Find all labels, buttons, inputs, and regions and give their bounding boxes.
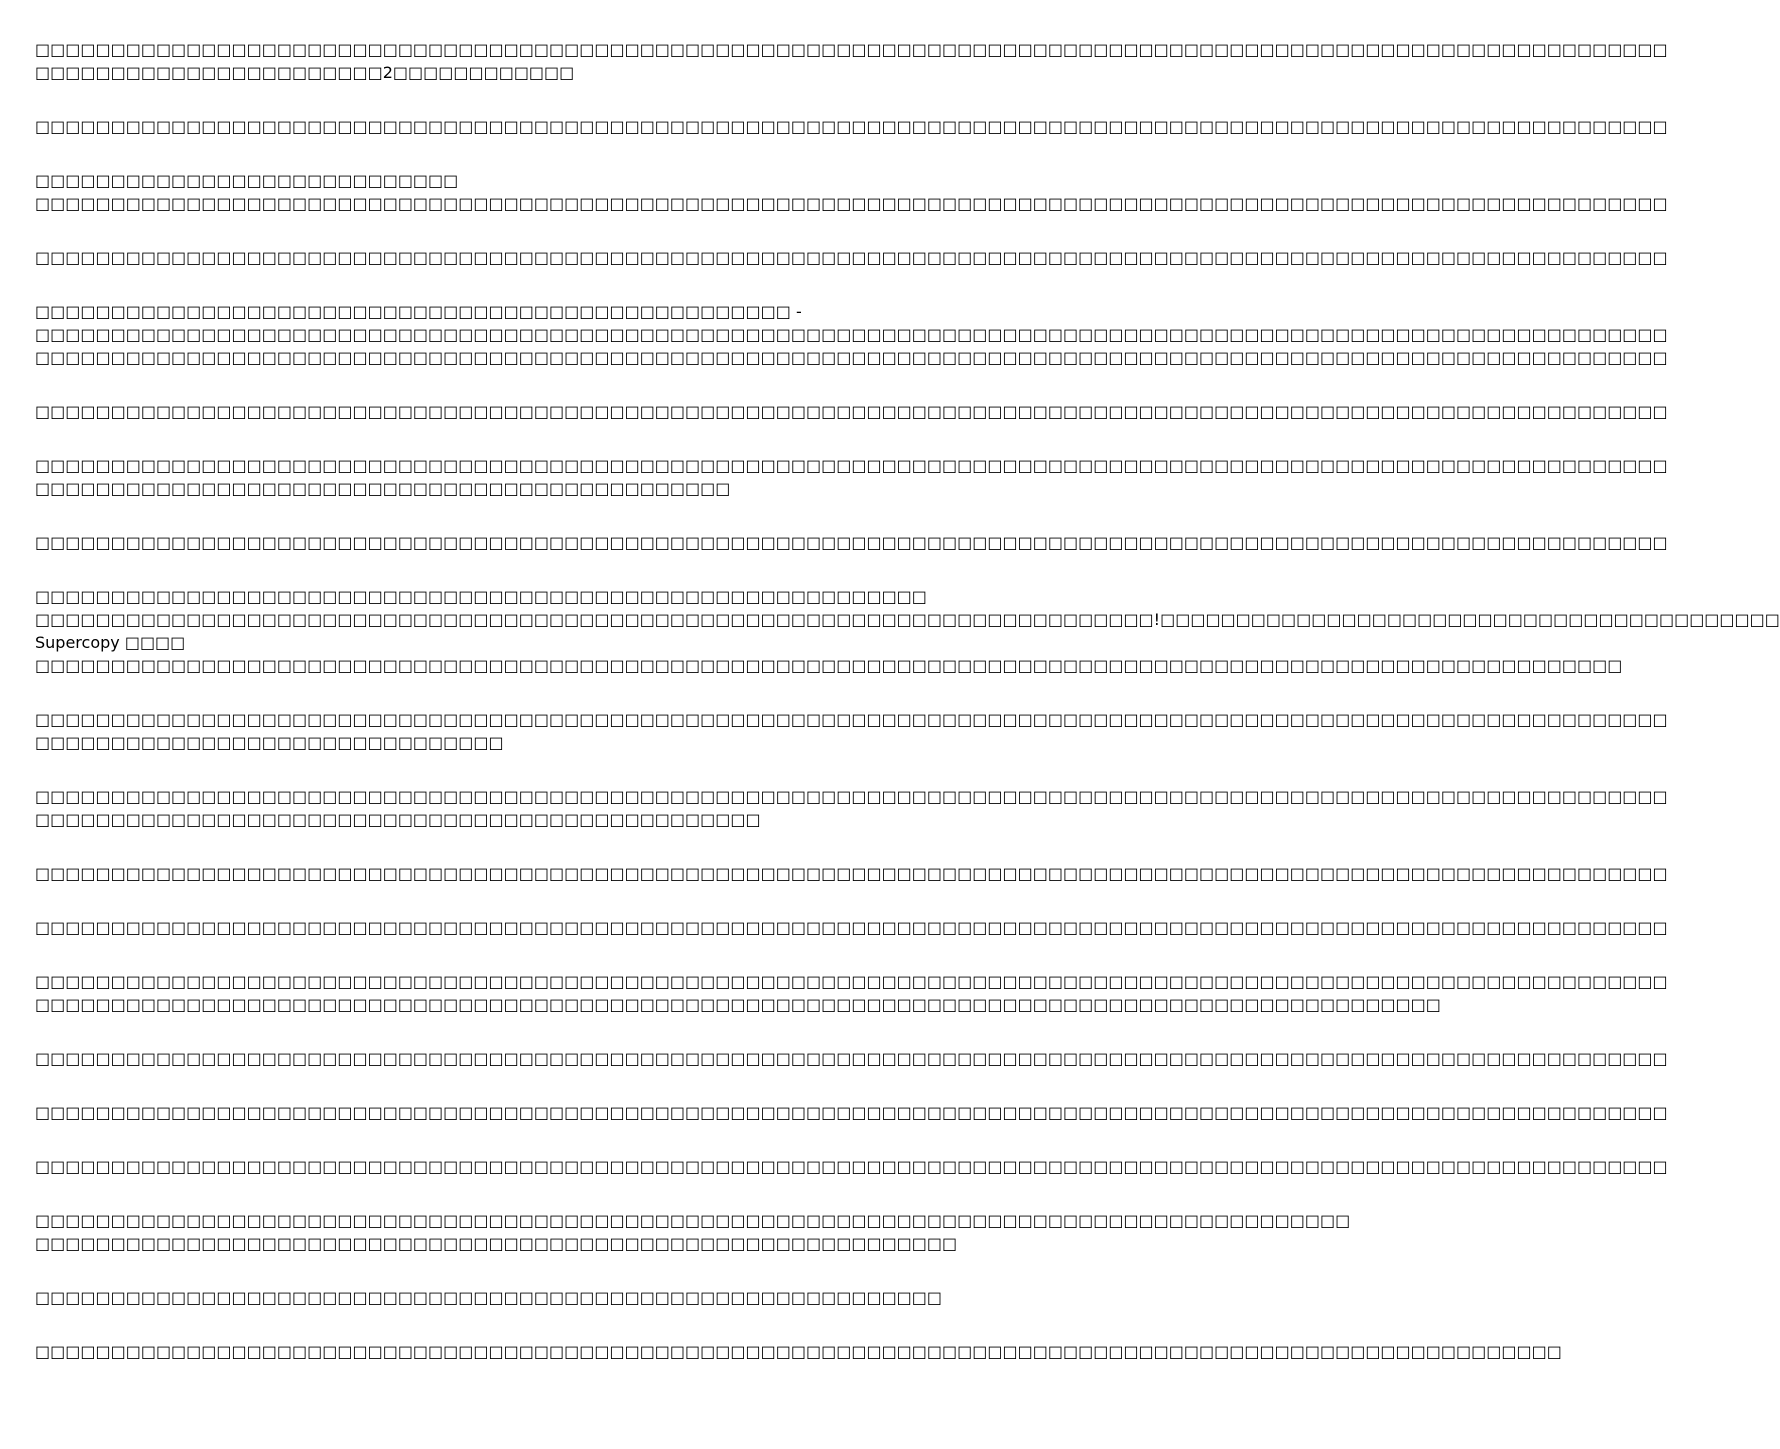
text-line: □□□□□□□□□□□□□□□□□□□□□□□□□□□□□□□□□□□□□□□□□□□□□□ [35,479,731,498]
text-line: Supercopy □□□□ [35,633,186,652]
text-line: □□□□□□□□□□□□□□□□□□□□□□□□□□□□□□□□□□□□□□□□□□□□□□□□□□□□□□□□□□□□□ [35,1234,958,1253]
text-line: □□□□□□□□□□□□□□□□□□□□□□□□□□□□□□□□□□□□□□□□□□□□□□□□□□□□□□□□□□□□□□□□□□□□□□□□□□□□□□□□□□□□□□□□□□□□□□□□□□□□□□□□□□□□ [35,864,1668,883]
text-line: □□□□□□□□□□□□□□□□□□□□□□□□□□□□□□□□□□□□□□□□□□□□□□□□□□□□□□□□□□□□□□□□□□□□□□□□□□□□□□□□□□□□□□□□□□□□□□□□□□□□□□□□□□□□ [35,248,1668,267]
text-line: □□□□□□□□□□□□□□□□□□□□□□□□□□□□□□□□□□□□□□□□□□□□□□□□□□□□□□□□□□□□□□□□□□□□□□□□□□□□□□□□□□□□□□□□□□□□□□□□□□□□□□□□□□□□ [35,194,1668,213]
text-line: □□□□□□□□□□□□□□□□□□□□□□□□□□□□□□□□□□□□□□□□□□□□□□□□□□□□□□□□□□□□□□□□□□□□□□□□□□!□□□□□□□□□□□□□□□□□□□□□□□□□□□□□□□□□□□□□□□□□ [35,610,1780,629]
paragraph [35,400,1668,423]
paragraph [35,246,1668,269]
paragraph [35,1340,1562,1363]
text-line: □□□□□□□□□□□□□□□□□□□□□□□□□□□□□□□□□□□□□□□□□□□□□□□□□□□□□□□□□□□□□□□□□□□□□□□□□□□□□□□□□□□□□□□□□□□□□□□□□□□□□□□□□□□□ [35,402,1668,421]
paragraph [35,300,1668,369]
text-line: □□□□□□□□□□□□□□□□□□□□□□□□□□□□□□□□□□□□□□□□□□□□□□□□□□□□□□□□□□□□□□□□□□□□□□□□□□□□□□□□□□□□□□□□□□□□□□□□□□□□□□□□□□□□ [35,787,1668,806]
text-line: □□□□□□□□□□□□□□□□□□□□□□□□□□□□□□□□□□□□□□□□□□□□□□□□□□□□□□□□□□□□□□□□□□□□□□□□□□□□□□□□□□□□□□□ [35,1211,1351,1230]
paragraph [35,1155,1668,1178]
paragraph [35,862,1668,885]
text-line: □□□□□□□□□□□□□□□□□□□□□□□□□□□□□□□□□□□□□□□□□□□□□□□□□□□□□□□□□□□□□□□□□□□□□□□□□□□□□□□□□□□□□□□□□□□□□□□□□□□□□□□□□□□□ [35,456,1668,475]
text-line: □□□□□□□□□□□□□□□□□□□□□□□□□□□□□□□□□□□□□□□□□□□□□□□□□□□□□□□□□□□□□□□□□□□□□□□□□□□□□□□□□□□□□□□□□□□□□□□□□□□□□□□□□□□□ [35,710,1668,729]
text-line: □□□□□□□□□□□□□□□□□□□□□□□□□□□□□□□□□□□□□□□□□□□□□□□□ [35,810,761,829]
text-line: □□□□□□□□□□□□□□□□□□□□□□□□□□□□□□□ [35,733,504,752]
text-line: □□□□□□□□□□□□□□□□□□□□□□□□□□□□□□□□□□□□□□□□□□□□□□□□□□□□□□□□□□□□□□□□□□□□□□□□□□□□□□□□□□□□□□□□□□□□□□□□□□□□□□□□□□□□ [35,1157,1668,1176]
paragraph [35,531,1668,554]
text-line: □□□□□□□□□□□□□□□□□□□□□□□□□□□□□□□□□□□□□□□□□□□□□□□□□□□□□□□□□□□□ [35,1288,943,1307]
text-line: □□□□□□□□□□□□□□□□□□□□□□□□□□□□□□□□□□□□□□□□□□□□□□□□□□□□□□□□□□□□□□□□□□□□□□□□□□□□□□□□□□□□□□□□□□□□□□□□□□□□□ [35,1342,1562,1361]
text-line: □□□□□□□□□□□□□□□□□□□□□□□□□□□□□□□□□□□□□□□□□□□□□□□□□□□□□□□□□□□□□□□□□□□□□□□□□□□□□□□□□□□□□□□□□□□□□ [35,995,1441,1014]
paragraph [35,115,1668,138]
text-line: □□□□□□□□□□□□□□□□□□□□□□□□□□□□□□□□□□□□□□□□□□□□□□□□□□□□□□□□□□□□□□□□□□□□□□□□□□□□□□□□□□□□□□□□□□□□□□□□□□□□□□□□□□□□ [35,348,1668,367]
text-line: □□□□□□□□□□□□□□□□□□□□□□□□□□□□□□□□□□□□□□□□□□□□□□□□□□□□□□□□□□□□□□□□□□□□□□□□□□□□□□□□□□□□□□□□□□□□□□□□□□□□□□□□□ [35,656,1623,675]
text-line: □□□□□□□□□□□□□□□□□□□□□□□□□□□□□□□□□□□□□□□□□□□□□□□□□□□□□□□□□□□□□□□□□□□□□□□□□□□□□□□□□□□□□□□□□□□□□□□□□□□□□□□□□□□□ [35,972,1668,991]
paragraph [35,785,1668,831]
paragraph [35,708,1668,754]
text-line: □□□□□□□□□□□□□□□□□□□□□□□□□□□□□□□□□□□□□□□□□□□□□□□□□□□□□□□□□□□□□□□□□□□□□□□□□□□□□□□□□□□□□□□□□□□□□□□□□□□□□□□□□□□□ [35,533,1668,552]
paragraph [35,1209,1351,1255]
document-body [35,38,1780,1394]
paragraph [35,916,1668,939]
paragraph [35,454,1668,500]
text-line: □□□□□□□□□□□□□□□□□□□□□□□□□□□□□□□□□□□□□□□□□□□□□□□□□□□□□□□□□□□□□□□□□□□□□□□□□□□□□□□□□□□□□□□□□□□□□□□□□□□□□□□□□□□□ [35,117,1668,136]
text-line: □□□□□□□□□□□□□□□□□□□□□□□2□□□□□□□□□□□□ [35,63,575,82]
paragraph [35,1286,990,1309]
text-line: □□□□□□□□□□□□□□□□□□□□□□□□□□□□□□□□□□□□□□□□□□□□□□□□□□□□□□□□□□□ [35,587,927,606]
text-line: □□□□□□□□□□□□□□□□□□□□□□□□□□□□□□□□□□□□□□□□□□□□□□□□□□ - [35,302,802,321]
paragraph [35,1101,1668,1124]
text-line: □□□□□□□□□□□□□□□□□□□□□□□□□□□□□□□□□□□□□□□□□□□□□□□□□□□□□□□□□□□□□□□□□□□□□□□□□□□□□□□□□□□□□□□□□□□□□□□□□□□□□□□□□□□□ [35,918,1668,937]
paragraph [35,38,1668,84]
text-line: □□□□□□□□□□□□□□□□□□□□□□□□□□□□ [35,171,459,190]
text-line: □□□□□□□□□□□□□□□□□□□□□□□□□□□□□□□□□□□□□□□□□□□□□□□□□□□□□□□□□□□□□□□□□□□□□□□□□□□□□□□□□□□□□□□□□□□□□□□□□□□□□□□□□□□□ [35,40,1668,59]
text-line: □□□□□□□□□□□□□□□□□□□□□□□□□□□□□□□□□□□□□□□□□□□□□□□□□□□□□□□□□□□□□□□□□□□□□□□□□□□□□□□□□□□□□□□□□□□□□□□□□□□□□□□□□□□□ [35,325,1668,344]
text-line: □□□□□□□□□□□□□□□□□□□□□□□□□□□□□□□□□□□□□□□□□□□□□□□□□□□□□□□□□□□□□□□□□□□□□□□□□□□□□□□□□□□□□□□□□□□□□□□□□□□□□□□□□□□□ [35,1049,1668,1068]
paragraph [35,1047,1668,1070]
paragraph [35,169,1668,215]
text-line: □□□□□□□□□□□□□□□□□□□□□□□□□□□□□□□□□□□□□□□□□□□□□□□□□□□□□□□□□□□□□□□□□□□□□□□□□□□□□□□□□□□□□□□□□□□□□□□□□□□□□□□□□□□□ [35,1103,1668,1122]
paragraph [35,585,1780,677]
paragraph [35,970,1668,1016]
